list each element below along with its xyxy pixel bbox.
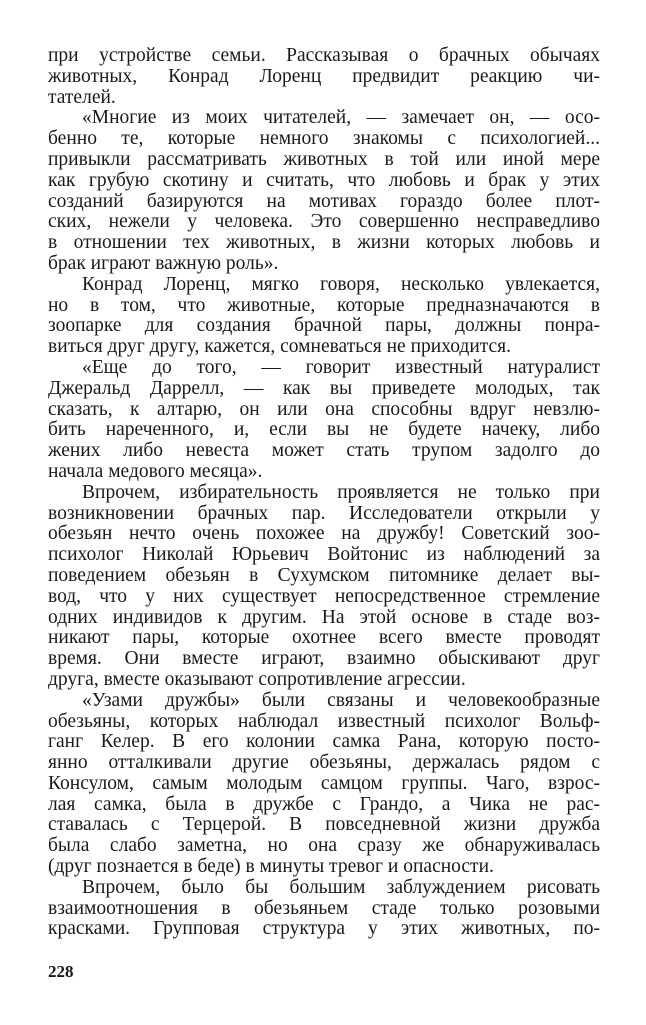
text-line: была слабо заметна, но она сразу же обнаруживалась [48,836,600,857]
text-line: Консулом, самым молодым самцом группы. Чаго, взрос- [48,773,600,794]
text-line: обезьяны, которых наблюдал известный психолог Вольф- [48,711,600,732]
text-line: друга, вместе оказывают сопротивление агрессии. [48,669,466,690]
text-line: лая самка, была в дружбе с Грандо, а Чика не рас- [48,794,600,815]
text-line: животных, Конрад Лоренц предвидит реакцию чи- [48,66,600,87]
text-line: взаимоотношения в обезьяньем стаде только розовыми [48,898,600,919]
text-line: созданий базируются на мотивах гораздо более плот- [48,191,600,212]
body-text [48,46,600,940]
text-line: при устройстве семьи. Рассказывая о брачных обычаях [48,46,600,66]
text-line: бенно те, которые немного знакомы с психологией... [48,129,600,150]
text-line: в отношении тех животных, в жизни которых любовь и [48,233,600,254]
text-line: «Еще до того, — говорит известный натуралист [82,357,600,378]
text-line: возникновении брачных пар. Исследователи открыли у [48,503,600,524]
text-line: красками. Групповая структура у этих животных, по- [48,919,600,940]
text-line: Конрад Лоренц, мягко говоря, несколько увлекается, [82,274,600,295]
text-line: как грубую скотину и считать, что любовь и брак у этих [48,170,600,191]
text-line: время. Они вместе играют, взаимно обыскивают друг [48,649,600,670]
text-line: бить нареченного, и, если вы не будете начеку, либо [48,420,600,441]
page-number: 228 [48,962,74,981]
text-line: никают пары, которые охотнее всего вместе проводят [48,628,600,649]
text-line: «Узами дружбы» были связаны и человекообразные [82,690,600,711]
text-line: янно отталкивали другие обезьяны, держалась рядом с [48,753,600,774]
text-line: Впрочем, избирательность проявляется не только при [82,482,600,503]
text-line: брак играют важную роль». [48,253,279,274]
text-line: одних индивидов к другим. На этой основе в стаде воз- [48,607,600,628]
text-line: психолог Николай Юрьевич Войтонис из наблюдений за [48,545,600,566]
text-line: ставалась с Терцерой. В повседневной жизни дружба [48,815,600,836]
text-line: привыкли рассматривать животных в той или иной мере [48,149,600,170]
text-line: Джеральд Даррелл, — как вы приведете молодых, так [48,378,600,399]
text-line: тателей. [48,87,116,108]
text-line: зоопарке для создания брачной пары, должны понра- [48,316,600,337]
text-line: начала медового месяца». [48,461,263,482]
text-line: вод, что у них существует непосредственное стремление [48,586,600,607]
text-line: но в том, что животные, которые предназначаются в [48,295,600,316]
text-line: виться друг другу, кажется, сомневаться не приходится. [48,337,512,358]
text-line: ских, нежели у человека. Это совершенно несправедливо [48,212,600,233]
text-line: ганг Келер. В его колонии самка Рана, которую посто- [48,732,600,753]
text-line: сказать, к алтарю, он или она способны вдруг невзлю- [48,399,600,420]
text-line: жених либо невеста может стать трупом задолго до [48,441,600,462]
text-line: обезьян нечто очень похожее на дружбу! Советский зоо- [48,524,600,545]
text-line: поведением обезьян в Сухумском питомнике делает вы- [48,565,600,586]
text-line: (друг познается в беде) в минуты тревог и опасности. [48,857,494,878]
text-line: «Многие из моих читателей, — замечает он, — осо- [82,108,600,129]
text-line: Впрочем, было бы большим заблуждением рисовать [82,877,600,898]
